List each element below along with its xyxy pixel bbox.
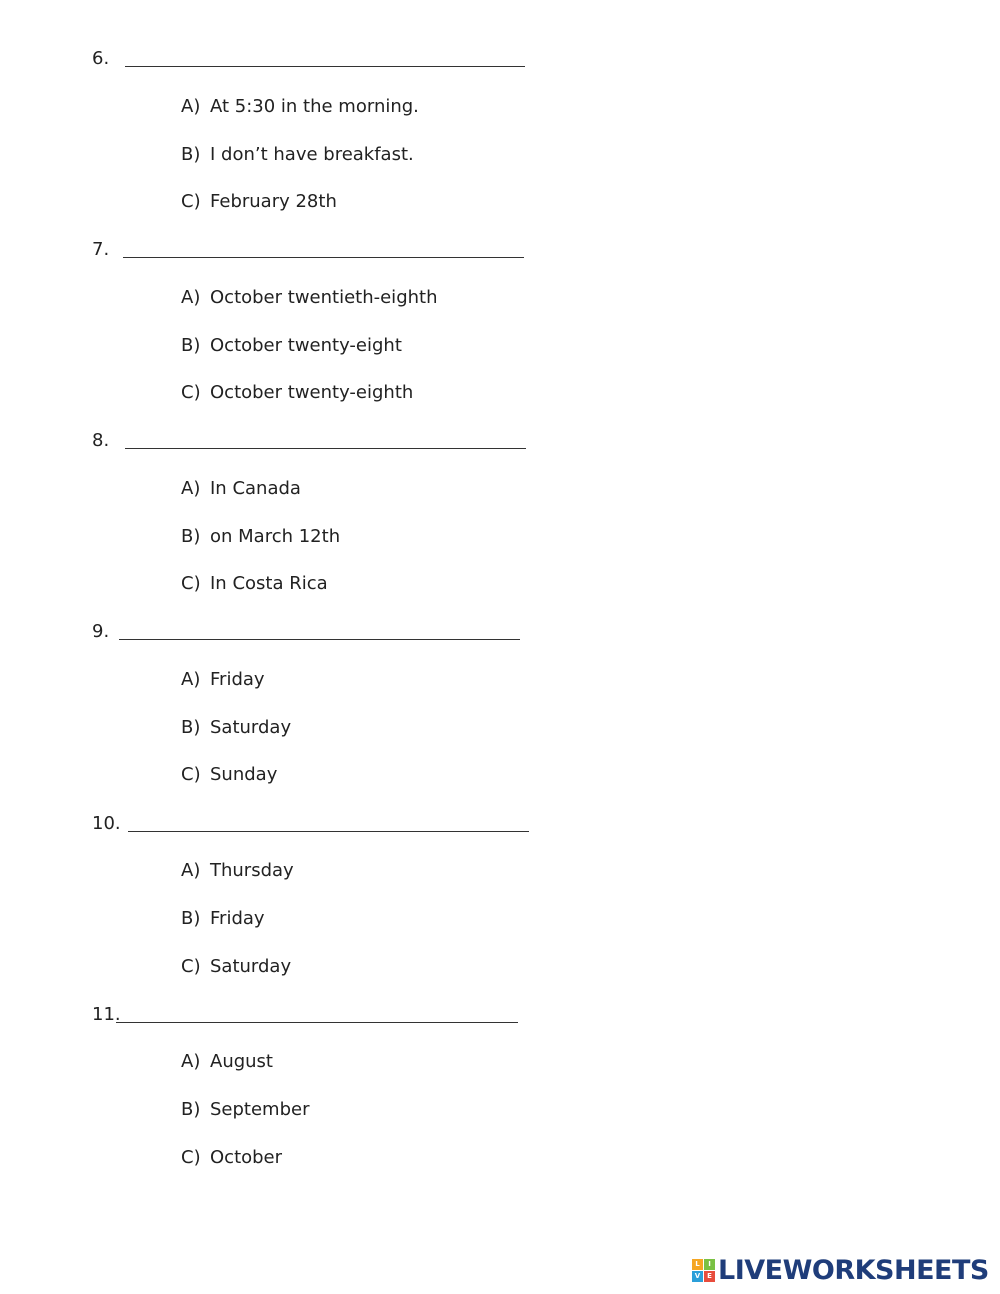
question-number: 9. xyxy=(92,621,110,642)
option-letter: A) xyxy=(181,478,201,499)
option-6a[interactable] xyxy=(181,95,419,119)
option-text: October twenty-eight xyxy=(210,335,402,356)
option-letter: B) xyxy=(181,717,201,738)
option-10a[interactable] xyxy=(181,859,294,883)
answer-blank[interactable] xyxy=(125,66,525,67)
option-text: October xyxy=(210,1147,283,1168)
option-text: August xyxy=(210,1051,273,1072)
option-7b[interactable] xyxy=(181,334,402,358)
answer-blank[interactable] xyxy=(116,1022,518,1023)
option-7a[interactable] xyxy=(181,286,438,310)
option-8c[interactable] xyxy=(181,572,328,596)
option-letter: A) xyxy=(181,669,201,690)
answer-blank[interactable] xyxy=(123,257,524,258)
question-7 xyxy=(92,238,109,262)
option-text: February 28th xyxy=(210,191,337,212)
logo-mark-l: L xyxy=(692,1259,703,1270)
question-6 xyxy=(92,47,109,71)
option-letter: C) xyxy=(181,382,201,403)
answer-blank[interactable] xyxy=(125,448,526,449)
option-letter: C) xyxy=(181,1147,201,1168)
option-text: Friday xyxy=(210,908,265,929)
option-text: Thursday xyxy=(210,860,294,881)
option-letter: B) xyxy=(181,144,201,165)
option-text: In Canada xyxy=(210,478,301,499)
option-letter: B) xyxy=(181,335,201,356)
question-number: 6. xyxy=(92,48,110,69)
question-number: 8. xyxy=(92,430,110,451)
logo-mark-e: E xyxy=(704,1271,715,1282)
logo-text: LIVEWORKSHEETS xyxy=(718,1254,989,1286)
option-9a[interactable] xyxy=(181,668,265,692)
question-number: 11. xyxy=(92,1004,121,1025)
option-letter: B) xyxy=(181,1099,201,1120)
answer-blank[interactable] xyxy=(128,831,529,832)
option-text: on March 12th xyxy=(210,526,341,547)
option-letter: C) xyxy=(181,764,201,785)
option-text: At 5:30 in the morning. xyxy=(210,96,419,117)
option-8a[interactable] xyxy=(181,477,301,501)
option-9c[interactable] xyxy=(181,763,277,787)
logo-icon xyxy=(692,1259,715,1282)
option-6c[interactable] xyxy=(181,190,337,214)
option-text: In Costa Rica xyxy=(210,573,328,594)
option-text: Sunday xyxy=(210,764,278,785)
option-letter: A) xyxy=(181,1051,201,1072)
question-number: 10. xyxy=(92,813,121,834)
liveworksheets-logo xyxy=(692,1255,989,1285)
option-text: Friday xyxy=(210,669,265,690)
option-letter: B) xyxy=(181,526,201,547)
option-letter: C) xyxy=(181,956,201,977)
option-letter: C) xyxy=(181,573,201,594)
logo-mark-v: V xyxy=(692,1271,703,1282)
option-text: September xyxy=(210,1099,310,1120)
option-letter: A) xyxy=(181,96,201,117)
option-text: October twenty-eighth xyxy=(210,382,414,403)
option-text: October twentieth-eighth xyxy=(210,287,438,308)
question-11 xyxy=(92,1003,121,1027)
option-7c[interactable] xyxy=(181,381,413,405)
option-9b[interactable] xyxy=(181,716,291,740)
option-6b[interactable] xyxy=(181,143,414,167)
option-11a[interactable] xyxy=(181,1050,273,1074)
question-10 xyxy=(92,812,121,836)
question-9 xyxy=(92,620,109,644)
option-letter: C) xyxy=(181,191,201,212)
answer-blank[interactable] xyxy=(119,639,520,640)
option-letter: B) xyxy=(181,908,201,929)
option-10c[interactable] xyxy=(181,955,291,979)
option-letter: A) xyxy=(181,287,201,308)
question-8 xyxy=(92,429,109,453)
option-8b[interactable] xyxy=(181,525,340,549)
option-10b[interactable] xyxy=(181,907,265,931)
option-text: Saturday xyxy=(210,717,292,738)
option-11c[interactable] xyxy=(181,1146,282,1170)
option-11b[interactable] xyxy=(181,1098,310,1122)
option-text: I don’t have breakfast. xyxy=(210,144,414,165)
option-text: Saturday xyxy=(210,956,292,977)
logo-mark-i: I xyxy=(704,1259,715,1270)
question-number: 7. xyxy=(92,239,110,260)
option-letter: A) xyxy=(181,860,201,881)
